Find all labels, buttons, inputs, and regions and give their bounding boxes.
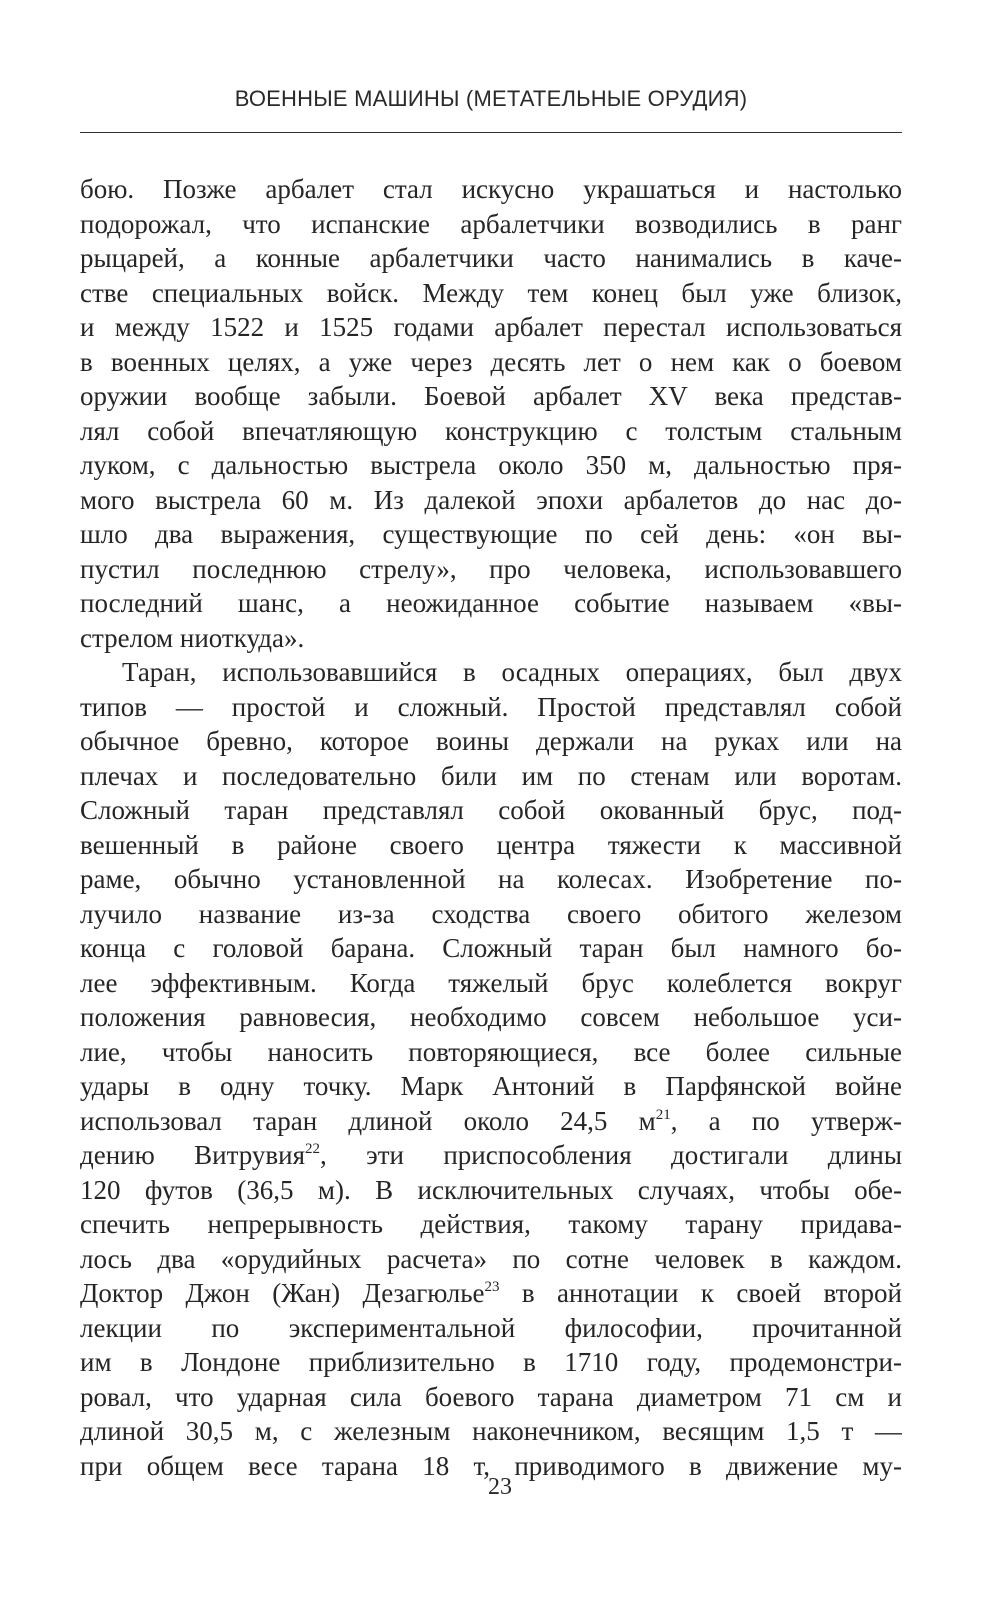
text-line: спечить непрерывность действия, такому тарану придава- xyxy=(80,1209,902,1239)
text-line-with-footnote xyxy=(80,1138,902,1173)
running-head-title: ВОЕННЫЕ МАШИНЫ (МЕТАТЕЛЬНЫЕ ОРУДИЯ) xyxy=(234,86,748,111)
page-number: 23 xyxy=(488,1474,512,1500)
footnote-ref-23: 23 xyxy=(484,1279,500,1295)
footnote-ref-21: 21 xyxy=(655,1106,671,1123)
paragraph-2 xyxy=(80,655,902,1483)
text-line: лось два «орудийных расчета» по сотне человек в каждом. xyxy=(80,1243,902,1274)
text-line: типов — простой и сложный. Простой представлял собой xyxy=(80,691,902,722)
text-line: лее эффективным. Когда тяжелый брус колеблется вокруг xyxy=(80,967,902,998)
text-line: раме, обычно установленной на колесах. Изобретение по- xyxy=(80,864,902,894)
text-line: вешенный в районе своего центра тяжести к массивной xyxy=(80,829,902,860)
text-line: мого выстрела 60 м. Из далекой эпохи арбалетов до нас до- xyxy=(80,484,902,515)
text-segment: , эти приспособления достигали длины xyxy=(320,1140,902,1170)
text-line: лучило название из-за сходства своего обитого железом xyxy=(80,898,902,929)
header-rule xyxy=(80,132,902,133)
text-line: стрелом ниоткуда». xyxy=(80,622,305,653)
text-line: длиной 30,5 м, с железным наконечником, весящим 1,5 т — xyxy=(80,1416,902,1446)
text-line: лие, чтобы наносить повторяющиеся, все более сильные xyxy=(80,1036,902,1067)
text-line: лекции по экспериментальной философии, прочитанной xyxy=(80,1312,902,1343)
text-line: и между 1522 и 1525 годами арбалет перестал использоваться xyxy=(80,312,902,342)
text-line-with-footnote xyxy=(80,1276,902,1311)
text-line: удары в одну точку. Марк Антоний в Парфянской войне xyxy=(80,1071,902,1101)
paragraph-1 xyxy=(80,172,902,655)
text-line: подорожал, что испанские арбалетчики возводились в ранг xyxy=(80,208,902,239)
text-line: обычное бревно, которое воины держали на руках или на xyxy=(80,726,902,756)
text-line: оружии вообще забыли. Боевой арбалет XV века представ- xyxy=(80,381,902,411)
text-line: шло два выражения, существующие по сей день: «он вы- xyxy=(80,519,902,549)
text-segment: Доктор Джон (Жан) Дезагюлье xyxy=(80,1278,485,1308)
text-line: Таран, использовавшийся в осадных операциях, был двух xyxy=(122,657,902,687)
text-segment: использовал таран длиной около 24,5 м xyxy=(80,1105,656,1136)
text-line: в военных целях, а уже через десять лет о нем как о боевом xyxy=(80,346,902,377)
text-line: ровал, что ударная сила боевого тарана диаметром 71 см и xyxy=(80,1381,902,1412)
footnote-ref-22: 22 xyxy=(305,1141,321,1157)
text-line: при общем весе тарана 18 т, приводимого в движение му- xyxy=(80,1450,902,1481)
text-line: 120 футов (36,5 м). В исключительных случаях, чтобы обе- xyxy=(80,1174,902,1205)
body-text xyxy=(80,172,902,1483)
text-line: луком, с дальностью выстрела около 350 м, дальностью пря- xyxy=(80,450,902,480)
text-line: стве специальных войск. Между тем конец был уже близок, xyxy=(80,277,902,308)
text-segment: дению Витрувия xyxy=(80,1140,306,1170)
text-segment: , а по утверж- xyxy=(670,1105,902,1136)
text-segment: в аннотации к своей второй xyxy=(499,1278,902,1308)
text-line: им в Лондоне приблизительно в 1710 году, продемонстри- xyxy=(80,1347,902,1377)
text-line: плечах и последовательно били им по стенам или воротам. xyxy=(80,760,902,791)
text-line: Сложный таран представлял собой окованный брус, под- xyxy=(80,795,902,825)
text-line-with-footnote xyxy=(80,1104,902,1139)
text-line: бою. Позже арбалет стал искусно украшаться и настолько xyxy=(80,174,902,204)
text-line: пустил последнюю стрелу», про человека, использовавшего xyxy=(80,553,902,584)
text-line: лял собой впечатляющую конструкцию с толстым стальным xyxy=(80,415,902,446)
text-line: рыцарей, а конные арбалетчики часто нанимались в каче- xyxy=(80,243,902,273)
text-line: положения равновесия, необходимо совсем небольшое уси- xyxy=(80,1002,902,1032)
text-line: последний шанс, а неожиданное событие называем «вы- xyxy=(80,588,902,618)
text-line: конца с головой барана. Сложный таран был намного бо- xyxy=(80,933,902,963)
